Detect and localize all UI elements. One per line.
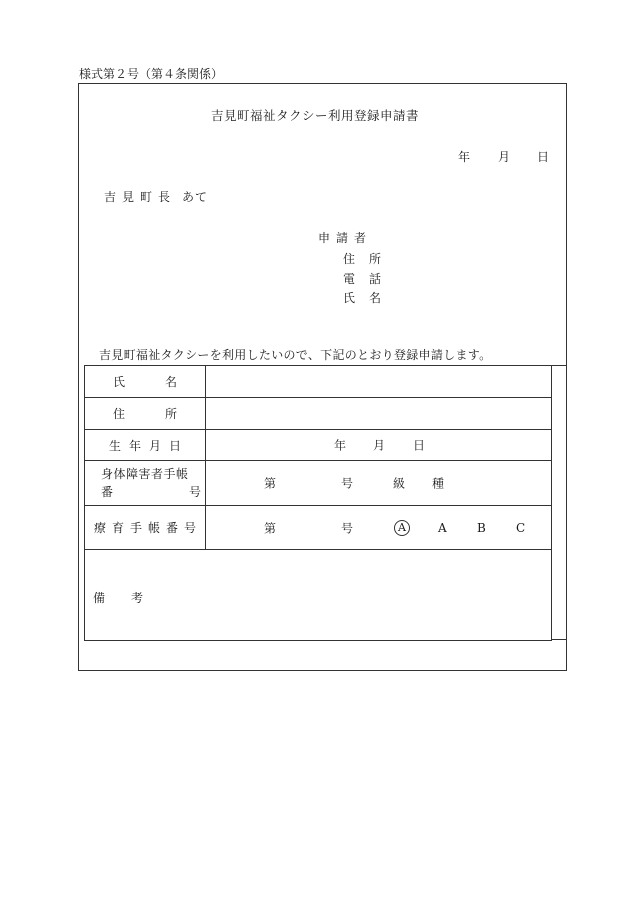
birth-label: 生年月日 — [108, 438, 189, 453]
physical-go: 号 — [341, 476, 354, 491]
name-label: 氏名 — [112, 375, 217, 389]
address-label: 住所 — [112, 407, 217, 421]
physical-shu: 種 — [432, 476, 445, 491]
date-day: 日 — [537, 150, 550, 164]
physical-dai: 第 — [264, 476, 277, 491]
form-number: 様式第２号（第４条関係） — [79, 67, 224, 81]
table-row — [85, 550, 552, 641]
form-title: 吉見町福祉タクシー利用登録申請書 — [210, 108, 419, 123]
physical-label-line2: 番 号 — [101, 485, 202, 499]
name-label-cell — [85, 366, 217, 398]
grade-b[interactable]: B — [477, 520, 486, 535]
addressee-name: 吉見町長 — [104, 190, 177, 204]
application-table — [84, 365, 552, 641]
birth-month: 月 — [373, 438, 386, 453]
applicant-phone-label: 電話 — [343, 272, 396, 286]
grade-a[interactable]: A — [438, 520, 447, 535]
addressee — [104, 188, 208, 205]
birth-label-cell — [85, 430, 206, 461]
applicant-name-label: 氏名 — [343, 291, 396, 305]
birth-year: 年 — [334, 438, 347, 453]
date-month: 月 — [498, 150, 511, 164]
application-statement: 吉見町福祉タクシーを利用したいので、下記のとおり登録申請します。 — [99, 348, 492, 362]
grade-a-circled[interactable]: A — [394, 520, 410, 536]
physical-label-line1: 身体障害者手帳 — [101, 467, 189, 481]
birth-input-cell[interactable] — [206, 430, 552, 461]
name-input-cell[interactable] — [206, 366, 552, 398]
address-label-cell — [85, 398, 217, 430]
remarks-label: 備考 — [93, 591, 170, 605]
remarks-cell[interactable] — [85, 550, 552, 641]
ryoiku-label-cell — [85, 506, 206, 550]
physical-label-cell — [85, 461, 206, 506]
table-row — [85, 430, 552, 461]
table-row — [85, 506, 552, 550]
physical-input-cell[interactable] — [206, 461, 552, 506]
physical-kyu: 級 — [393, 476, 406, 491]
table-row — [85, 398, 552, 430]
birth-day: 日 — [413, 438, 426, 453]
applicant-label: 申請者 — [318, 231, 373, 245]
applicant-address-label: 住所 — [343, 252, 396, 266]
ryoiku-dai: 第 — [264, 521, 277, 535]
grade-c[interactable]: C — [516, 520, 526, 535]
address-input-cell[interactable] — [206, 398, 552, 430]
table-row — [85, 461, 552, 506]
addressee-suffix: あて — [182, 190, 209, 204]
ryoiku-go: 号 — [341, 521, 354, 535]
date-year: 年 — [458, 150, 471, 164]
table-row — [85, 366, 552, 398]
ryoiku-label: 療育手帳番号 — [93, 521, 202, 535]
ryoiku-input-cell[interactable] — [206, 506, 552, 550]
right-margin-strip — [552, 365, 567, 640]
